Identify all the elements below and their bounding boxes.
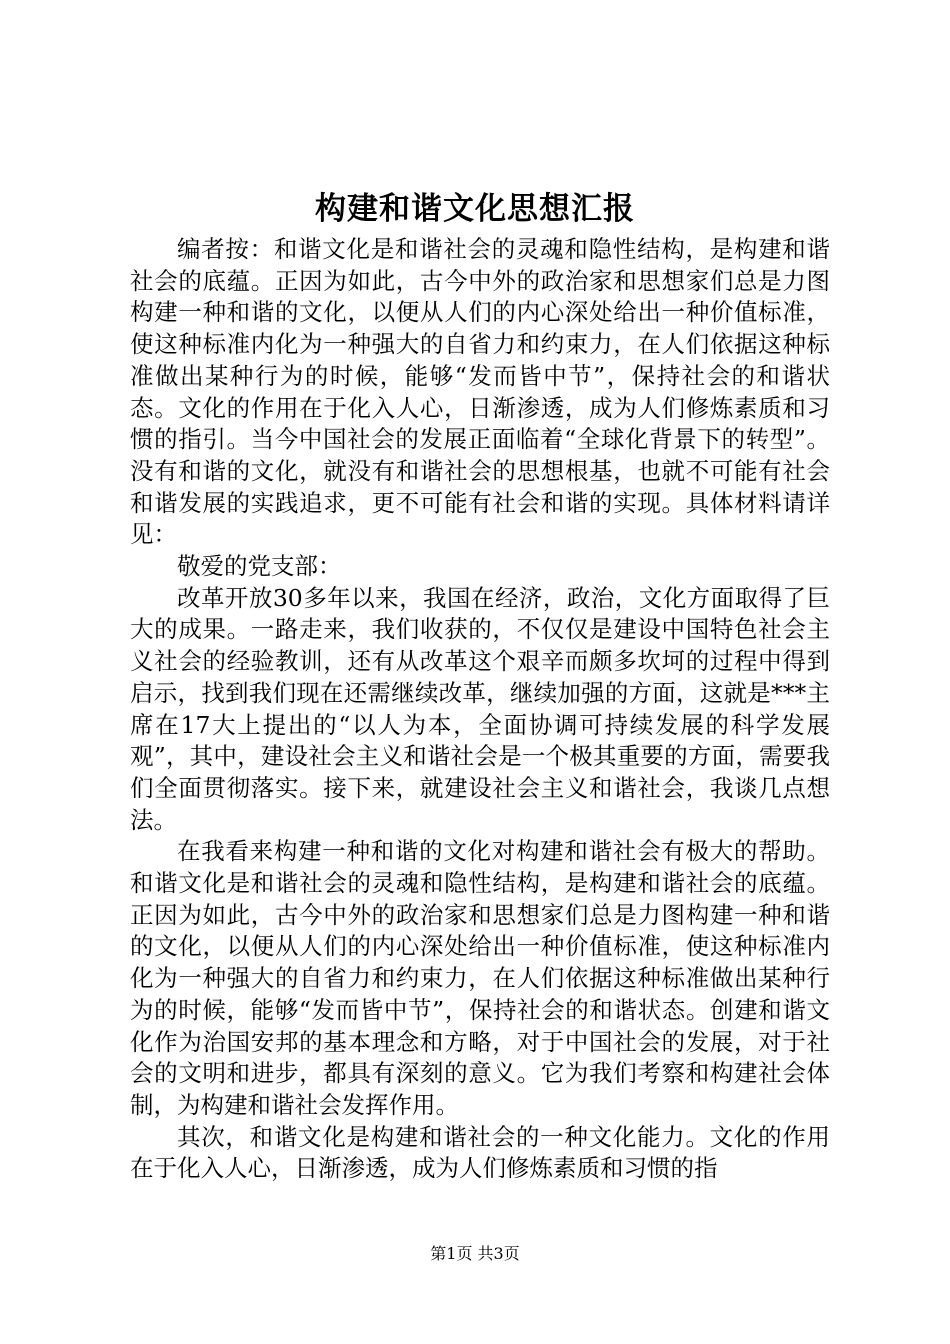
body-paragraph-3: 其次，和谐文化是构建和谐社会的一种文化能力。文化的作用在于化入人心，日渐渗透，成为人们修炼素质和习惯的指 xyxy=(130,1122,830,1183)
editor-note-paragraph: 编者按：和谐文化是和谐社会的灵魂和隐性结构，是构建和谐社会的底蕴。正因为如此，古今中外的政治家和思想家们总是力图构建一种和谐的文化，以便从人们的内心深处给出一种价值标准，使这种标准内化为一种强大的自省力和约束力，在人们依据这种标准做出某种行为的时候，能够“发而皆中节”，保持社会的和谐状态。文化的作用在于化入人心，日渐渗透，成为人们修炼素质和习惯的指引。当今中国社会的发展正面临着“全球化背景下的转型”。没有和谐的文化，就没有和谐社会的思想根基，也就不可能有社会和谐发展的实践追求，更不可能有社会和谐的实现。具体材料请详见： xyxy=(130,235,830,549)
salutation-paragraph: 敬爱的党支部： xyxy=(177,552,342,581)
page-number-footer: 第1页 共3页 xyxy=(430,1244,520,1263)
body-paragraph-2: 在我看来构建一种和谐的文化对构建和谐社会有极大的帮助。和谐文化是和谐社会的灵魂和隐性结构，是构建和谐社会的底蕴。正因为如此，古今中外的政治家和思想家们总是力图构建一种和谐的文化，以便从人们的内心深处给出一种价值标准，使这种标准内化为一种强大的自省力和约束力，在人们依据这种标准做出某种行为的时候，能够“发而皆中节”，保持社会的和谐状态。创建和谐文化作为治国安邦的基本理念和方略，对于中国社会的发展，对于社会的文明和进步，都具有深刻的意义。它为我们考察和构建社会体制，为构建和谐社会发挥作用。 xyxy=(130,837,830,1119)
document-title: 构建和谐文化思想汇报 xyxy=(315,191,635,227)
body-paragraph-1: 改革开放30多年以来，我国在经济，政治，文化方面取得了巨大的成果。一路走来，我们收获的，不仅仅是建设中国特色社会主义社会的经验教训，还有从改革这个艰辛而颇多坎坷的过程中得到启示，找到我们现在还需继续改革，继续加强的方面，这就是***主席在17大上提出的“以人为本，全面协调可持续发展的科学发展观”，其中，建设社会主义和谐社会是一个极其重要的方面，需要我们全面贯彻落实。接下来，就建设社会主义和谐社会，我谈几点想法。 xyxy=(130,583,830,834)
document-body xyxy=(130,234,830,1185)
